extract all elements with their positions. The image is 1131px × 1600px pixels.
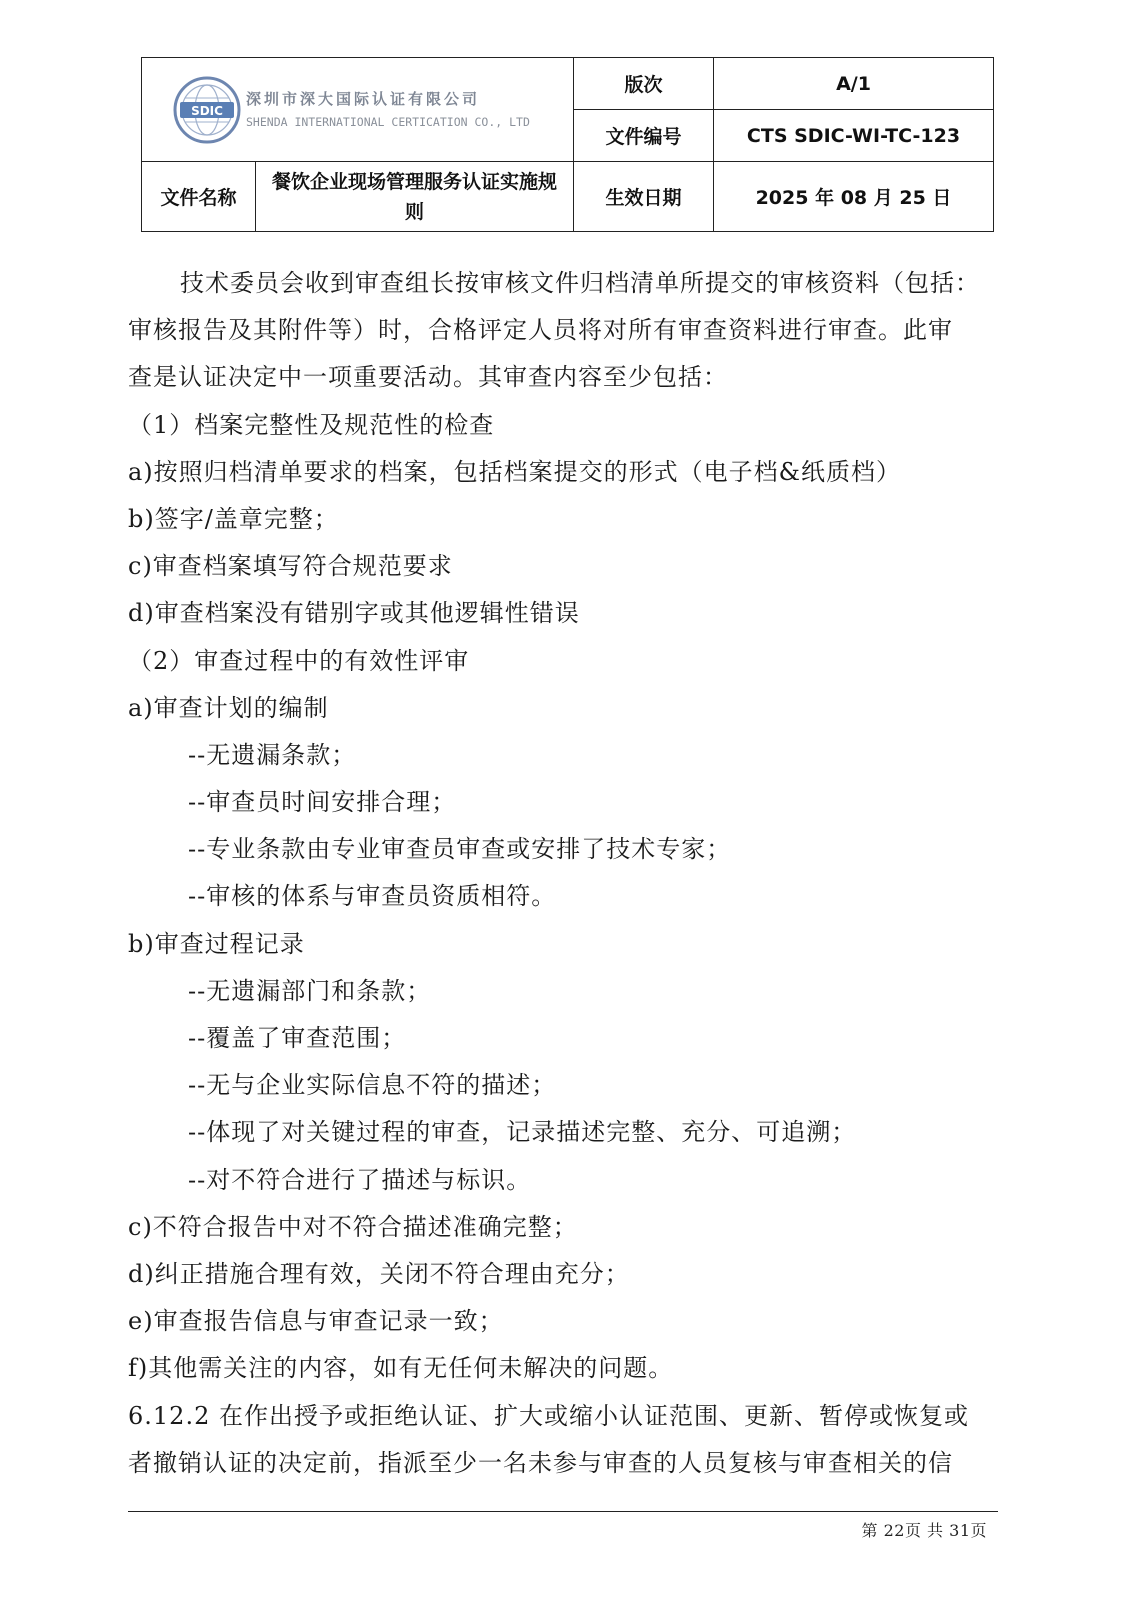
body-line: d)纠正措施合理有效，关闭不符合理由充分； [128,1259,630,1288]
list-sub-item: --无遗漏部门和条款； [188,976,432,1005]
body-line: a)按照归档清单要求的档案，包括档案提交的形式（电子档&纸质档） [128,457,902,486]
body-line: c)审查档案填写符合规范要求 [128,552,453,581]
document-body [128,260,1008,1487]
document-number-value: CTS SDIC-WI-TC-123 [714,110,994,162]
body-line: d)审查档案没有错别字或其他逻辑性错误 [128,599,580,628]
company-logo-cell [142,58,574,162]
list-sub-item: --审核的体系与审查员资质相符。 [188,882,557,911]
version-label: 版次 [574,58,714,110]
body-line: b)审查过程记录 [128,929,305,958]
body-line: f)其他需关注的内容，如有无任何未解决的问题。 [128,1354,674,1383]
body-line: b)签字/盖章完整； [128,504,339,533]
body-line: （1）档案完整性及规范性的检查 [128,410,495,439]
logo-text: SDIC [191,103,223,118]
list-sub-item: --覆盖了审查范围； [188,1024,407,1052]
document-name-value: 餐饮企业现场管理服务认证实施规则 [256,162,574,232]
version-value: A/1 [714,58,994,110]
list-sub-item: --专业条款由专业审查员审查或安排了技术专家； [188,835,732,864]
list-sub-item: --无与企业实际信息不符的描述； [188,1071,557,1100]
body-line: 审核报告及其附件等）时，合格评定人员将对所有审查资料进行审查。此审 [128,316,953,345]
document-number-label: 文件编号 [574,110,714,162]
body-line: （2）审查过程中的有效性评审 [128,646,470,675]
list-sub-item: --审查员时间安排合理； [188,788,457,817]
page-number: 第 22页 共 31页 [861,1521,987,1540]
effective-date-value: 2025 年 08 月 25 日 [714,162,994,232]
document-name-label: 文件名称 [142,162,256,232]
body-line: c)不符合报告中对不符合描述准确完整； [128,1212,578,1241]
body-line: 6.12.2 在作出授予或拒绝认证、扩大或缩小认证范围、更新、暂停或恢复或 [128,1401,969,1430]
body-line: 技术委员会收到审查组长按审核文件归档清单所提交的审核资料（包括： [180,269,980,297]
body-line: 者撤销认证的决定前，指派至少一名未参与审查的人员复核与审查相关的信 [128,1448,953,1477]
company-name-en: SHENDA INTERNATIONAL CERTICATION CO., LTD [246,115,530,129]
effective-date-label: 生效日期 [574,162,714,232]
body-line: 查是认证决定中一项重要活动。其审查内容至少包括： [128,363,728,392]
body-line: a)审查计划的编制 [128,693,329,722]
list-sub-item: --体现了对关键过程的审查，记录描述完整、充分、可追溯； [188,1118,857,1147]
footer-divider [128,1511,998,1512]
list-sub-item: --对不符合进行了描述与标识。 [188,1165,532,1194]
company-name-cn: 深圳市深大国际认证有限公司 [246,90,481,108]
list-sub-item: --无遗漏条款； [188,740,357,769]
document-header-table [141,57,994,232]
body-line: e)审查报告信息与审查记录一致； [128,1307,504,1336]
company-logo-icon [172,75,242,145]
